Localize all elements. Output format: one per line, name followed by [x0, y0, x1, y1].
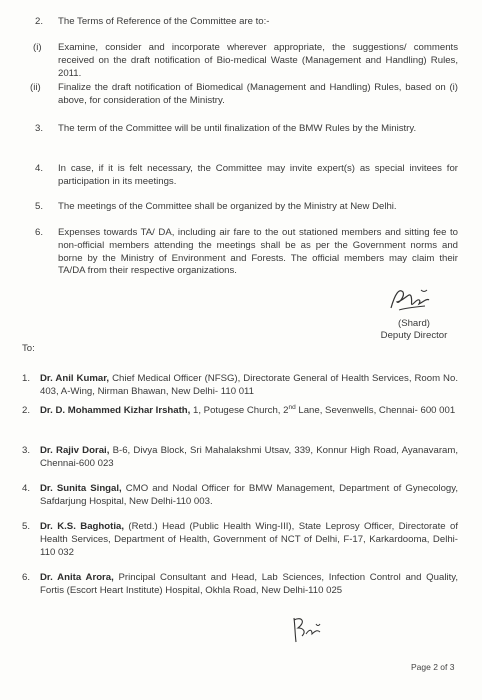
page-number: Page 2 of 3 [411, 662, 455, 672]
recipient-address [40, 483, 458, 509]
item-number: 4. [35, 163, 44, 174]
item-number: 2. [35, 16, 44, 27]
recipient-details: Principal Consultant and Head, Lab Sciences, Infection Control and Quality, Fortis (Escort Heart Institute) Hospital, Okhla Road, New Delhi-110 025 [40, 572, 458, 596]
recipient-number: 3. [22, 445, 31, 456]
term-text: Examine, consider and incorporate wherever appropriate, the suggestions/ comments received on the draft notification of Bio-medical Waste (Management and Handling) Rules, 2011. [58, 42, 458, 79]
item-number: 6. [35, 227, 44, 238]
recipient-details: CMO and Nodal Officer for BMW Management, Department of Gynecology, Safdarjung Hospital, New Delhi-110 003. [40, 483, 459, 507]
item-text: The term of the Committee will be until finalization of the BMW Rules by the Ministry. [58, 123, 417, 134]
recipient-name: Dr. D. Mohammed Kizhar Irshath, [40, 405, 191, 416]
recipient-number: 5. [22, 521, 31, 532]
recipient-address [40, 521, 458, 559]
to-label: To: [22, 343, 35, 354]
term-number: (ii) [30, 82, 41, 93]
recipient-address [40, 445, 458, 471]
recipient-details: 1, Potugese Church, 2 [190, 405, 289, 416]
recipient-number: 6. [22, 572, 31, 583]
item-text: The meetings of the Committee shall be organized by the Ministry at New Delhi. [58, 201, 397, 212]
recipient-name: Dr. Anita Arora, [40, 572, 114, 583]
recipient-details: (Retd.) Head (Public Health Wing-III), State Leprosy Officer, Directorate of Health Services, Department of Health, Government of NCT of Delhi, F-17, Karkardooma, Delhi- 110 032 [40, 521, 459, 558]
recipient-number: 1. [22, 373, 31, 384]
recipient-details: Chief Medical Officer (NFSG), Directorate General of Health Services, Room No. 403, A-Wing, Nirman Bhawan, New Delhi- 110 011 [40, 373, 458, 397]
recipient-details: Lane, Sevenwells, Chennai- 600 001 [295, 405, 456, 416]
signatory-designation: Deputy Director [380, 330, 448, 341]
item-text: The Terms of Reference of the Committee are to:- [58, 16, 270, 27]
ordinal-suffix: nd [288, 403, 296, 411]
recipient-name: Dr. Sunita Singal, [40, 483, 122, 494]
initials-image [286, 612, 332, 646]
recipient-address [40, 373, 458, 399]
recipient-address [40, 572, 458, 598]
signatory-name: (Shard) [398, 318, 430, 329]
term-number: (i) [33, 42, 42, 53]
term-text: Finalize the draft notification of Biomedical (Management and Handling) Rules, based on (i) above, for consideration of the Ministry. [58, 82, 458, 106]
recipient-number: 2. [22, 405, 31, 416]
recipient-name: Dr. K.S. Baghotia, [40, 521, 124, 532]
recipient-name: Dr. Rajiv Dorai, [40, 445, 110, 456]
item-text: In case, if it is felt necessary, the Committee may invite expert(s) as special invitees for participation in its meetings. [58, 163, 458, 187]
item-number: 3. [35, 123, 44, 134]
recipient-details: B-6, Divya Block, Sri Mahalakshmi Utsav, 339, Konnur High Road, Ayanavaram, Chennai-600 023 [40, 445, 459, 469]
signature-image [385, 282, 435, 316]
item-number: 5. [35, 201, 44, 212]
recipient-address [40, 405, 458, 418]
recipient-number: 4. [22, 483, 31, 494]
recipient-name: Dr. Anil Kumar, [40, 373, 110, 384]
item-text: Expenses towards TA/ DA, including air fare to the out stationed members and sitting fee to non-official members attending the meetings shall be as per the Government norms and borne by the Ministry of Environment and Forests. The official members may claim their TA/DA from their respective organizations. [58, 227, 458, 277]
